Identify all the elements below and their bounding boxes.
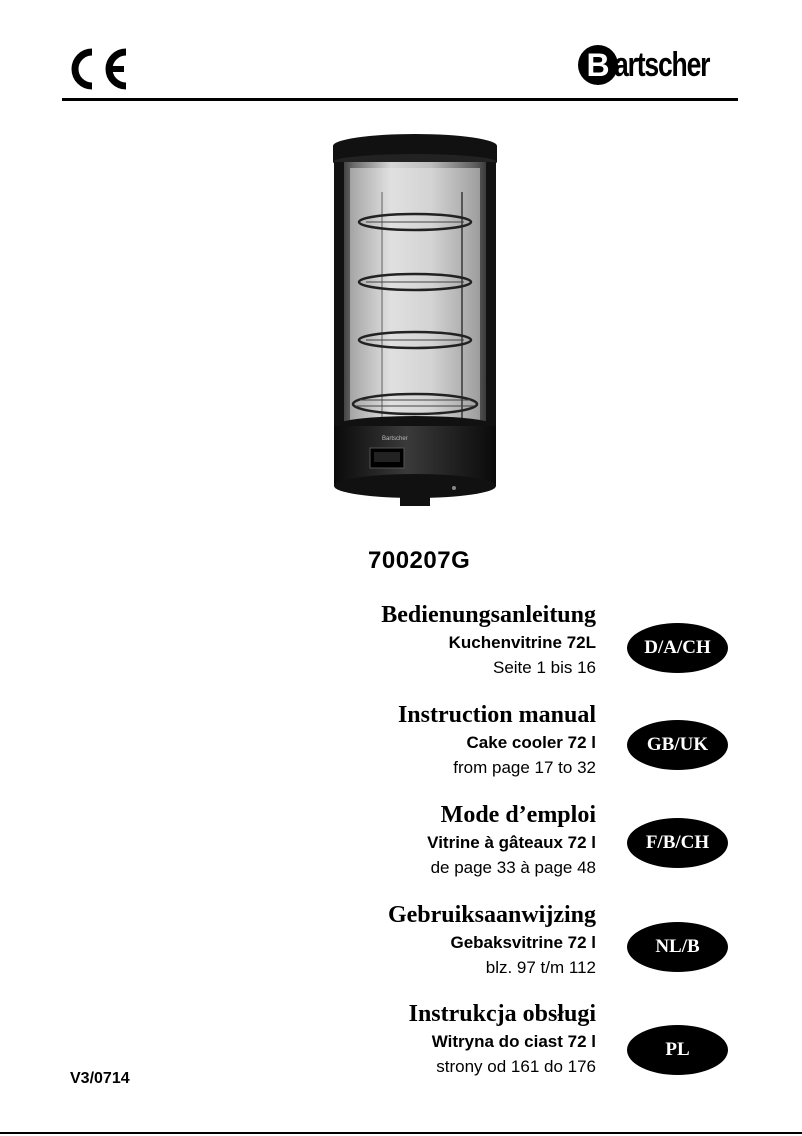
manual-heading: Gebruiksaanwijzing bbox=[387, 902, 596, 928]
region-badge-de: D/A/CH bbox=[627, 623, 728, 673]
manual-product: Kuchenvitrine 72L bbox=[448, 633, 596, 652]
brand-logo bbox=[578, 40, 736, 90]
manual-pages: strony od 161 do 176 bbox=[436, 1057, 596, 1076]
cake-cooler-image bbox=[326, 132, 506, 510]
version-label: V3/0714 bbox=[70, 1070, 130, 1087]
region-badge-nl: NL/B bbox=[627, 922, 728, 972]
region-badge-fr: F/B/CH bbox=[627, 818, 728, 868]
header-divider bbox=[62, 98, 738, 101]
manual-pages: blz. 97 t/m 112 bbox=[485, 958, 596, 977]
manual-pages: Seite 1 bis 16 bbox=[492, 658, 596, 677]
manual-heading: Instrukcja obsługi bbox=[408, 1001, 596, 1027]
region-badge-pl: PL bbox=[627, 1025, 728, 1075]
manual-heading: Bedienungsanleitung bbox=[381, 602, 596, 628]
brand-initial: B bbox=[578, 45, 618, 85]
image-brand-label: Bartscher bbox=[382, 436, 408, 442]
manual-section-pl bbox=[176, 1000, 596, 1078]
manual-pages: de page 33 à page 48 bbox=[430, 858, 596, 877]
manual-product: Vitrine à gâteaux 72 l bbox=[427, 833, 596, 852]
region-badge-en: GB/UK bbox=[627, 720, 728, 770]
manual-section-fr bbox=[176, 801, 596, 879]
manual-heading: Instruction manual bbox=[397, 702, 596, 728]
manual-heading: Mode d’emploi bbox=[440, 802, 596, 828]
brand-name: artscher bbox=[614, 45, 710, 84]
ce-mark-icon bbox=[66, 46, 130, 92]
manual-section-de bbox=[176, 601, 596, 679]
manual-pages: from page 17 to 32 bbox=[453, 758, 596, 777]
manual-product: Witryna do ciast 72 l bbox=[431, 1032, 596, 1051]
manual-section-nl bbox=[176, 901, 596, 979]
manual-section-en bbox=[176, 701, 596, 779]
model-number: 700207G bbox=[368, 547, 471, 574]
footer-divider bbox=[0, 1132, 802, 1134]
manual-product: Cake cooler 72 l bbox=[466, 733, 596, 752]
manual-product: Gebaksvitrine 72 l bbox=[450, 933, 596, 952]
